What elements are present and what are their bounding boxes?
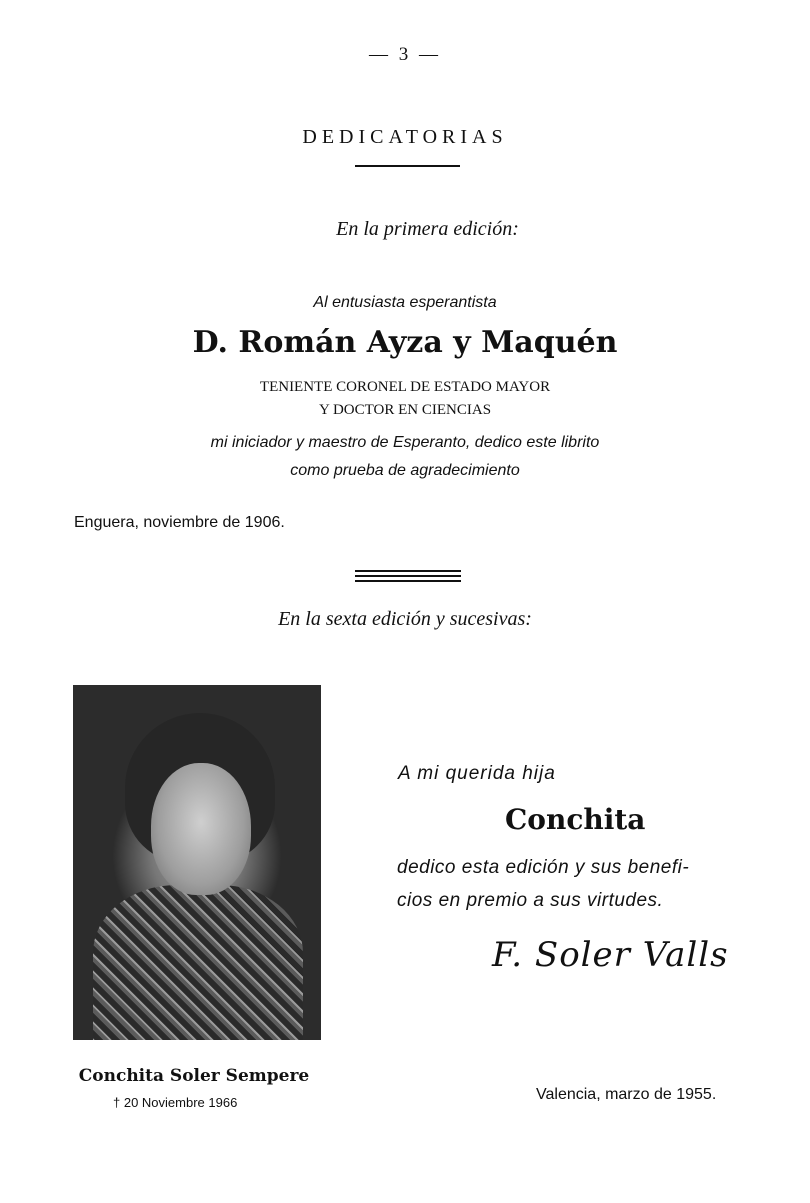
rank-line-2: Y DOCTOR EN CIENCIAS <box>318 402 492 418</box>
first-edition-heading: En la primera edición: <box>336 218 519 240</box>
page-number: — 3 — <box>369 44 441 65</box>
sixth-edition-heading: En la sexta edición y sucesivas: <box>278 608 532 630</box>
photo-death-date: † 20 Noviembre 1966 <box>113 1095 238 1110</box>
portrait-photo <box>73 685 321 1040</box>
dedication-line-1: mi iniciador y maestro de Esperanto, dedico este librito <box>210 434 600 451</box>
section-divider <box>355 570 461 582</box>
to-daughter-line: A mi querida hija <box>398 763 556 784</box>
author-signature: F. Soler Valls <box>492 935 729 975</box>
daughter-name: Conchita <box>505 803 646 836</box>
rank-line-1: TENIENTE CORONEL DE ESTADO MAYOR <box>259 379 551 395</box>
page-title: DEDICATORIAS <box>302 126 508 148</box>
photo-caption: Conchita Soler Sempere <box>78 1066 310 1086</box>
honoree-name: D. Román Ayza y Maquén <box>192 325 618 360</box>
title-underline <box>355 165 460 167</box>
sixth-place-date: Valencia, marzo de 1955. <box>536 1086 717 1103</box>
sixth-dedication-line-2: cios en premio a sus virtudes. <box>397 890 664 911</box>
intro-line: Al entusiasta esperantista <box>313 294 497 311</box>
first-place-date: Enguera, noviembre de 1906. <box>74 514 285 531</box>
sixth-dedication-line-1: dedico esta edición y sus benefi- <box>397 857 690 878</box>
dedication-line-2: como prueba de agradecimiento <box>290 462 520 479</box>
